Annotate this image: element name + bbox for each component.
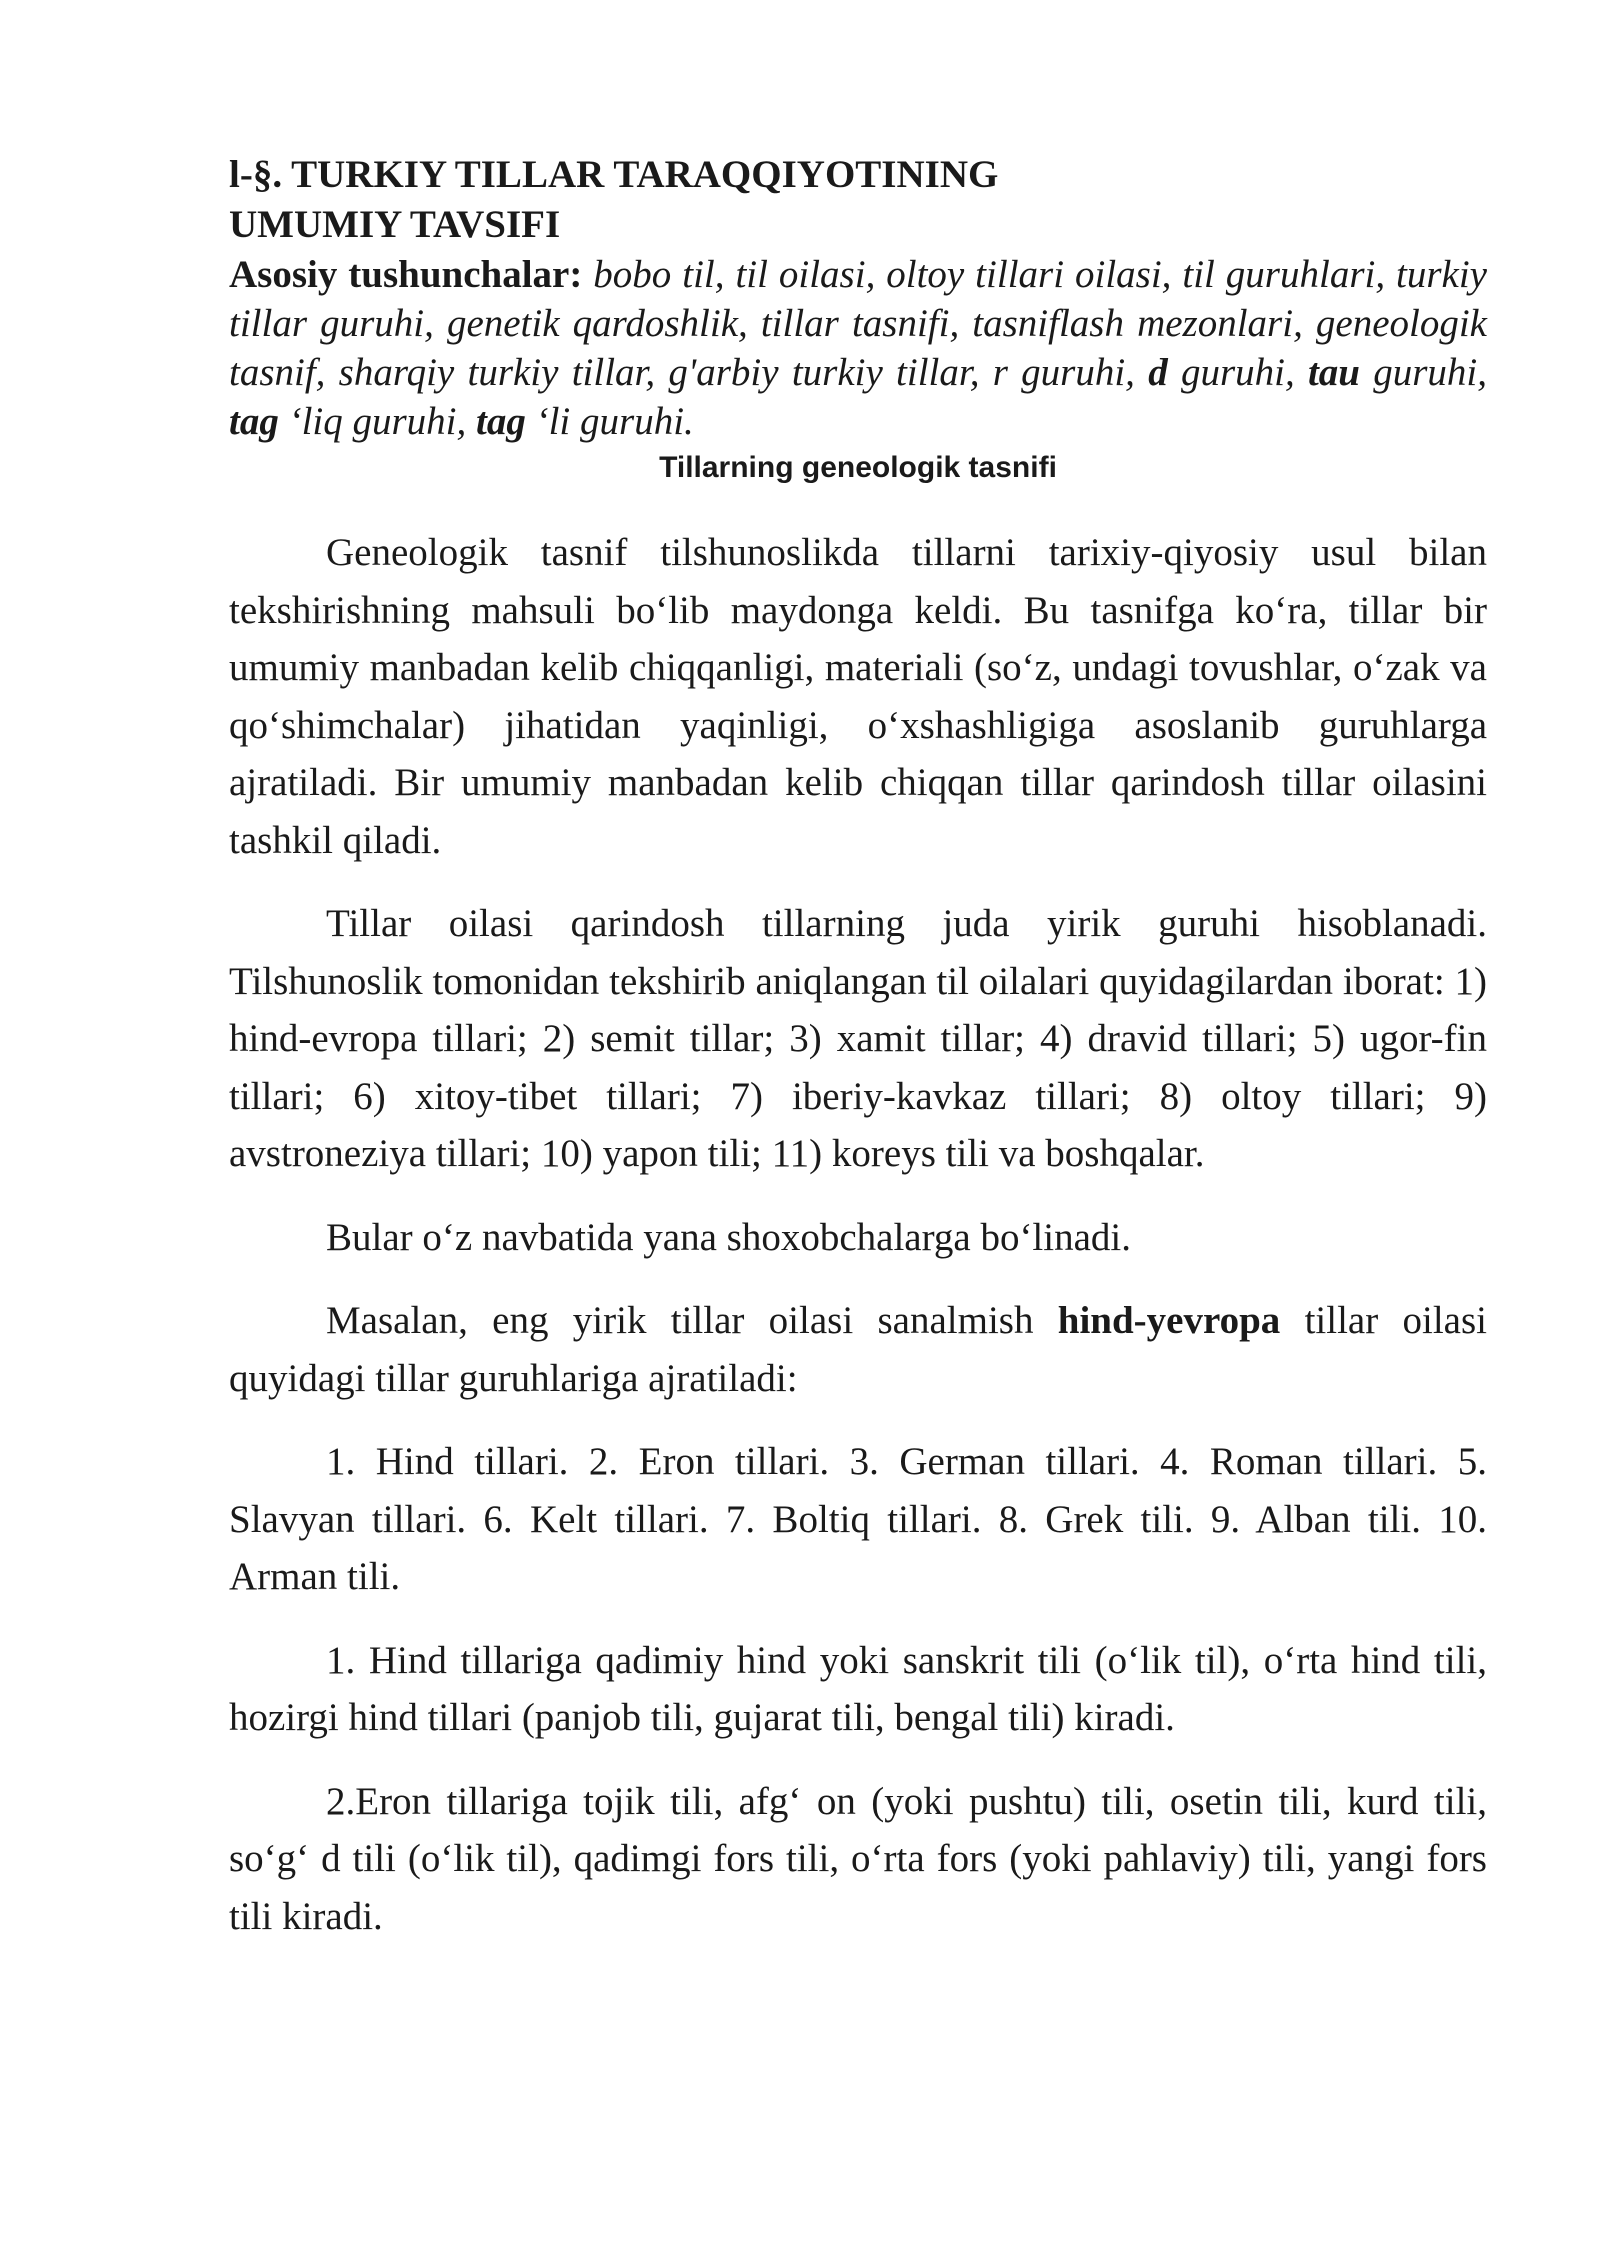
key-concept-tau: tau (1307, 351, 1360, 394)
paragraph-7: 2.Eron tillariga tojik tili, afg‘ on (yoki pushtu) tili, osetin tili, kurd tili, so‘g‘ d tili (o‘lik til), qadimgi fors tili, o‘rta fors (yoki pahlaviy) tili, yangi fors tili kiradi. (229, 1779, 1487, 1938)
document-page (229, 150, 1487, 1945)
key-concepts-text-e: ‘li guruhi. (525, 400, 694, 443)
paragraph-4-bold: hind-yevropa (1057, 1299, 1281, 1342)
key-concepts-label: Asosiy tushunchalar: (229, 253, 583, 296)
key-concept-tag-1: tag (229, 400, 279, 443)
key-concepts-text-d: ‘liq guruhi, (278, 400, 477, 443)
section-title-line2: UMUMIY TAVSIFI (229, 203, 561, 246)
paragraph-1: Geneologik tasnif tilshunoslikda tillarni tarixiy-qiyosiy usul bilan tekshirishning mahsuli bo‘lib maydonga keldi. Bu tasnifga ko‘ra, tillar bir umumiy manbadan kelib chiqqanligi, materiali (so‘z, undagi tovushlar, o‘zak va qo‘shimchalar) jihatidan yaqinligi, o‘xshashligiga asoslanib guruhlarga ajratiladi. Bir umumiy manbadan kelib chiqqan tillar qarindosh tillar oilasini tashkil qiladi. (229, 531, 1487, 862)
key-concept-tag-2: tag (476, 400, 526, 443)
paragraph-3: Bular o‘z navbatida yana shoxobchalarga bo‘linadi. (326, 1215, 1132, 1259)
section-title (229, 150, 1487, 250)
paragraph-6: 1. Hind tillariga qadimiy hind yoki sanskrit tili (o‘lik til), o‘rta hind tili, hozirgi hind tillari (panjob tili, gujarat tili, bengal tili) kiradi. (229, 1638, 1487, 1739)
key-concepts (229, 250, 1487, 446)
key-concept-d: d (1148, 351, 1168, 394)
paragraph-5: 1. Hind tillari. 2. Eron tillari. 3. German tillari. 4. Roman tillari. 5. Slavyan tillari. 6. Kelt tillari. 7. Boltiq tillari. 8. Grek tili. 9. Alban tili. 10. Arman tili. (229, 1440, 1487, 1598)
key-concepts-text-c: guruhi, (1359, 351, 1487, 394)
paragraph-4-text-b: tillar oilasi quyidagi tillar guruhlariga ajratiladi: (229, 1299, 1487, 1400)
paragraph-2: Tillar oilasi qarindosh tillarning juda yirik guruhi hisoblanadi. Tilshunoslik tomonidan tekshirib aniqlangan til oilalari quyidagilardan iborat: 1) hind-evropa tillari; 2) semit tillar; 3) xamit tillar; 4) dravid tillari; 5) ugor-fin tillari; 6) xitoy-tibet tillari; 7) iberiy-kavkaz tillari; 8) oltoy tillari; 9) avstroneziya tillari; 10) yapon tili; 11) koreys tili va boshqalar. (229, 902, 1487, 1175)
section-title-line1: l-§. TURKIY TILLAR TARAQQIYOTINING (229, 153, 999, 196)
key-concepts-text-b: guruhi, (1167, 351, 1308, 394)
subheading: Tillarning geneologik tasnifi (659, 451, 1057, 484)
paragraph-4-text-a: Masalan, eng yirik tillar oilasi sanalmish (326, 1299, 1058, 1342)
key-concepts-text-a: bobo til, til oilasi, oltoy tillari oilasi, til guruhlari, turkiy tillar guruhi, genetik qardoshlik, tillar tasnifi, tasniflash mezonlari, geneologik tasnif, sharqiy turkiy tillar, g'arbiy turkiy tillar, r guruhi, (229, 253, 1487, 394)
paragraph-4 (229, 1292, 1487, 1407)
